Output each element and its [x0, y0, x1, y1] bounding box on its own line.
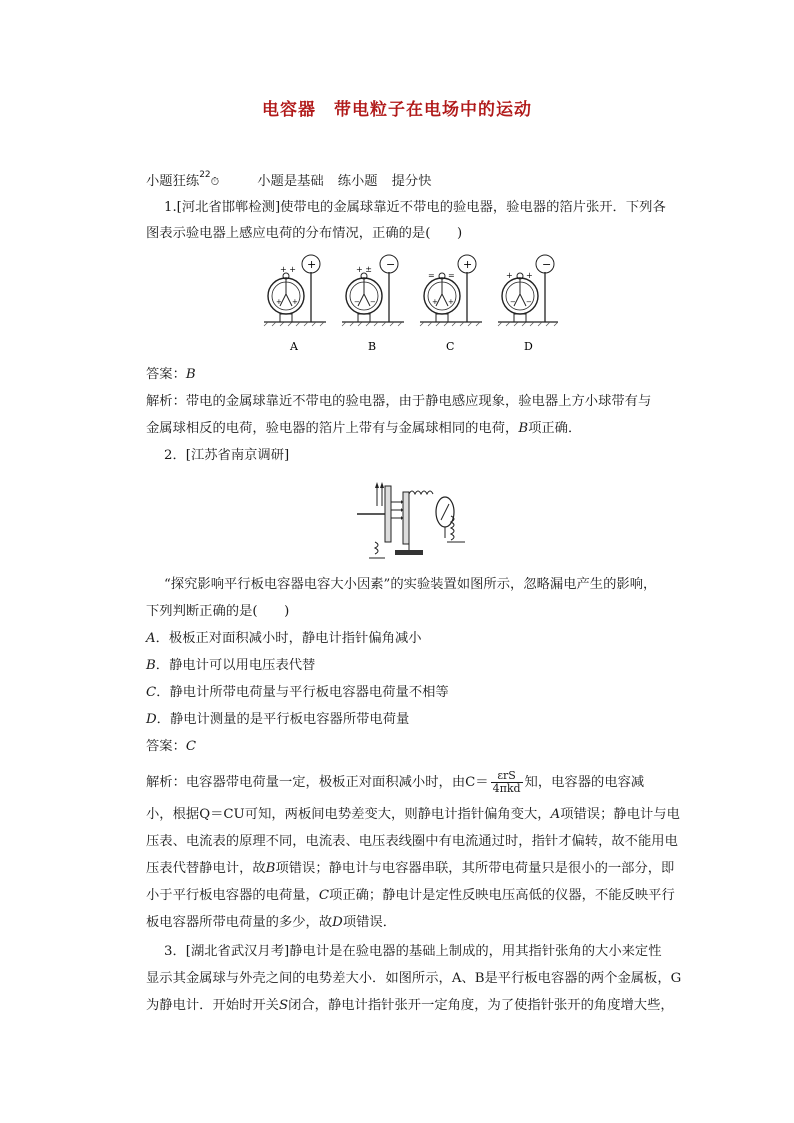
motto-1: 小题是基础 — [257, 174, 324, 189]
analysis-text: 板电容器所带电荷量的多少，故 — [146, 915, 333, 930]
svg-text:+ ±: + ± — [356, 265, 372, 274]
q3-text: 闭合，静电计指针张开一定角度，为了使指针张开的角度增大些， — [288, 998, 674, 1013]
option-label-D: D — [524, 340, 533, 353]
svg-text:+: + — [292, 298, 298, 306]
fraction-numerator: εrS — [491, 770, 523, 783]
clock-icon: ⏱ — [210, 175, 220, 188]
option-label-B: B — [368, 340, 377, 353]
option-text-d: ．静电计测量的是平行板电容器所带电荷量 — [156, 712, 410, 727]
q3-line2 — [146, 970, 681, 988]
analysis-option: B — [265, 861, 276, 876]
motto-3: 提分快 — [391, 174, 432, 189]
analysis-option: D — [332, 915, 343, 930]
page-title — [0, 95, 794, 120]
electroscope-C — [420, 255, 482, 326]
analysis-text: 项错误；静电计与电 — [560, 807, 680, 822]
svg-text:+: + — [526, 271, 533, 280]
q2-option-a — [146, 630, 422, 648]
motto-2: 练小题 — [337, 174, 378, 189]
electroscope-D — [498, 255, 558, 326]
q3-line1: 3．[湖北省武汉月考]静电计是在验电器的基础上制成的，用其指针张角的大小来定性 — [164, 944, 662, 959]
svg-text:=: = — [448, 271, 455, 280]
formula-q: Q＝CU — [199, 807, 245, 822]
analysis-text-end: 项正确． — [528, 421, 582, 436]
option-letter-c: C — [146, 685, 157, 700]
q2-analysis-5 — [146, 887, 675, 905]
answer-value: B — [185, 367, 196, 382]
fraction-denominator: 4πkd — [492, 782, 521, 795]
option-letter-b: B — [146, 658, 156, 673]
answer-label: 答案： — [146, 739, 186, 754]
q3-meter-label: G — [670, 971, 682, 986]
analysis-text: 可知，两板间电势差变大，则静电计指针偏角变大， — [244, 807, 551, 822]
svg-text:+: + — [276, 298, 282, 306]
q1-figure — [258, 250, 558, 355]
q3-text: 是平行板电容器的两个金属板， — [484, 971, 671, 986]
option-letter-d: D — [146, 712, 157, 727]
q3-line3 — [146, 997, 674, 1015]
analysis-text: 小于平行板电容器的电荷量， — [146, 888, 319, 903]
svg-text:−: − — [526, 298, 532, 306]
option-text-a: ．极板正对面积减小时，静电计指针偏角减小 — [155, 631, 422, 646]
q3-text: 为静电计．开始时开关 — [146, 998, 279, 1013]
svg-text:−: − — [370, 298, 376, 306]
svg-text:+ +: + + — [280, 265, 296, 274]
option-text-c: ．静电计所带电荷量与平行板电容器电荷量不相等 — [156, 685, 449, 700]
answer-value: C — [185, 739, 197, 754]
section-sup: 22 — [199, 170, 211, 180]
q3-plates-label: A、B — [451, 971, 485, 986]
option-letter-a: A — [146, 631, 156, 646]
svg-text:+: + — [448, 298, 454, 306]
svg-text:+: + — [463, 258, 473, 271]
q2-apparatus-figure — [355, 476, 471, 562]
q3-text: 显示其金属球与外壳之间的电势差大小．如图所示， — [146, 971, 452, 986]
capacitance-fraction — [491, 770, 523, 795]
q1-analysis-2 — [146, 420, 581, 438]
analysis-text: 小，根据 — [146, 807, 200, 822]
formula-c: C＝ — [465, 775, 489, 790]
q1-analysis-1: 解析：带电的金属球靠近不带电的验电器，由于静电感应现象，验电器上方小球带有与 — [146, 394, 652, 409]
analysis-text-end: 知，电容器的电容减 — [524, 775, 645, 790]
q2-analysis-2 — [146, 806, 680, 824]
q2-analysis-1 — [146, 770, 644, 795]
q2-header: 2．[江苏省南京调研] — [164, 448, 290, 463]
analysis-text: 金属球相反的电荷，验电器的箔片上带有与金属球相同的电荷， — [146, 421, 519, 436]
q2-analysis-4 — [146, 860, 674, 878]
analysis-text: 项错误；静电计与电容器串联，其所带电荷量只是很小的一部分，即 — [275, 861, 675, 876]
svg-text:−: − — [542, 258, 552, 271]
q2-option-c — [146, 684, 449, 702]
analysis-text: 压表代替静电计，故 — [146, 861, 266, 876]
title-part1: 电容器 — [262, 100, 316, 120]
section-header — [146, 166, 432, 191]
svg-text:+: + — [432, 298, 438, 306]
q2-analysis-6 — [146, 914, 396, 932]
q2-option-d — [146, 711, 409, 729]
q2-option-b — [146, 657, 315, 675]
svg-text:−: − — [386, 258, 396, 271]
q3-switch-label: S — [278, 998, 289, 1013]
q2-answer — [146, 738, 196, 756]
analysis-option: C — [318, 888, 330, 903]
q2-analysis-3: 压表、电流表的原理不同，电流表、电压表线圈中有电流通过时，指针才偏转，故不能用电 — [146, 834, 678, 849]
q1-line1: 1.[河北省邯郸检测]使带电的金属球靠近不带电的验电器，验电器的箔片张开．下列各 — [164, 200, 666, 215]
electroscope-A — [264, 255, 326, 326]
option-label-A: A — [290, 340, 298, 353]
svg-text:−: − — [354, 298, 360, 306]
q2-stem-2: 下列判断正确的是( ) — [146, 604, 290, 619]
analysis-option: A — [550, 807, 561, 822]
svg-text:+: + — [506, 271, 513, 280]
analysis-text: 解析：电容器带电荷量一定，极板正对面积减小时，由 — [146, 775, 466, 790]
option-label-C: C — [446, 340, 455, 353]
q1-line2: 图表示验电器上感应电荷的分布情况，正确的是( ) — [146, 226, 463, 241]
answer-label: 答案： — [146, 367, 186, 382]
svg-text:=: = — [428, 271, 435, 280]
analysis-text: 项正确；静电计是定性反映电压高低的仪器，不能反映平行 — [329, 888, 675, 903]
option-text-b: ．静电计可以用电压表代替 — [155, 658, 316, 673]
title-part2: 带电粒子在电场中的运动 — [334, 100, 532, 120]
q1-answer — [146, 366, 196, 384]
section-label: 小题狂练 — [146, 174, 200, 189]
q2-stem-1: “探究影响平行板电容器电容大小因素”的实验装置如图所示，忽略漏电产生的影响， — [164, 577, 657, 592]
analysis-text: 项错误． — [342, 915, 397, 930]
svg-text:−: − — [510, 298, 516, 306]
svg-text:+: + — [307, 258, 317, 271]
electroscope-B — [342, 255, 404, 326]
analysis-option: B — [518, 421, 529, 436]
